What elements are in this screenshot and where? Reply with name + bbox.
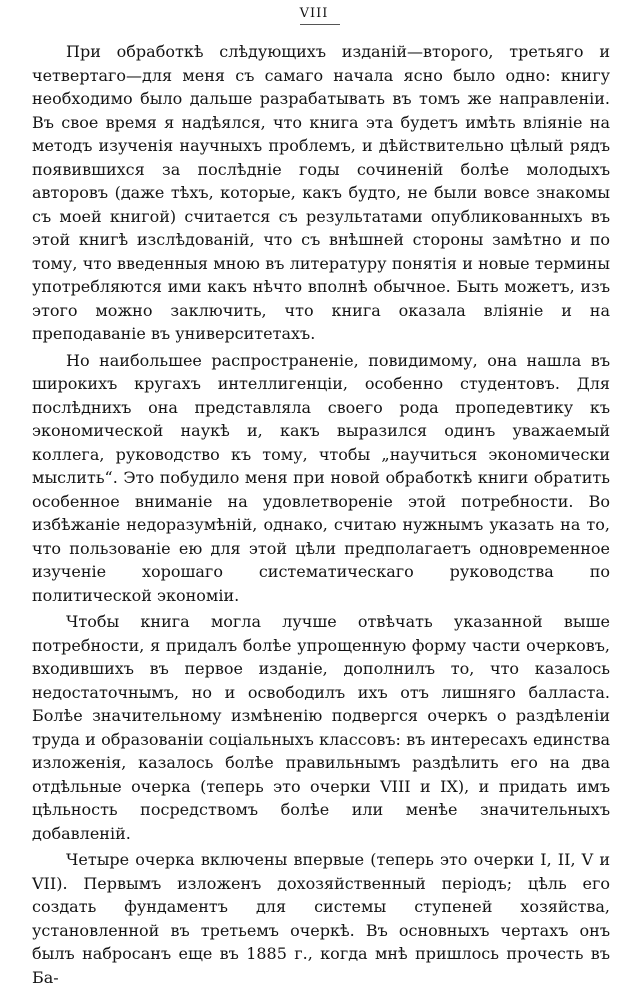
paragraph: При обработкѣ слѣдующихъ изданій—второго, третьяго и четвертаго—для меня съ самаго начала ясно было одно: книгу необходимо было дальше разрабатывать въ томъ же направленіи. Въ свое время я надѣялся, что книга эта будетъ имѣть вліяніе на методъ изученія научныхъ проблемъ, и дѣйствительно цѣлый рядъ появившихся за послѣдніе годы сочиненій болѣе молодыхъ авторовъ (даже тѣхъ, которые, какъ будто, не были вовсе знакомы съ моей книгой) считается съ результатами опубликованныхъ въ этой книгѣ изслѣдованій, что съ внѣшней стороны замѣтно и по тому, что введенныя мною въ литературу понятія и новые термины употребляются ими какъ нѣчто вполнѣ обычное. Быть можетъ, изъ этого можно заключить, что книга оказала вліяніе и на преподаваніе въ университетахъ. xyxy=(32,42,610,343)
body-text xyxy=(32,40,610,989)
page-number-rule xyxy=(300,24,340,25)
paragraph: Но наибольшее распространеніе, повидимому, она нашла въ широкихъ кругахъ интеллигенціи, особенно студентовъ. Для послѣднихъ она представляла своего рода пропедевтику къ экономической наукѣ и, какъ выразился одинъ уважаемый коллега, руководство къ тому, чтобы „научиться экономически мыслить“. Это побудило меня при новой обработкѣ книги обратить особенное вниманіе на удовлетвореніе этой потребности. Во избѣжаніе недоразумѣній, однако, считаю нужнымъ указать на то, что пользованіе ею для этой цѣли предполагаетъ одновременное изученіе хорошаго систематическаго руководства по политической экономіи. xyxy=(32,350,610,605)
paragraph: Четыре очерка включены впервые (теперь это очерки I, II, V и VII). Первымъ изложенъ дохозяйственный періодъ; цѣль его создать фундаментъ для системы ступеней хозяйства, установленной въ третьемъ очеркѣ. Въ основныхъ чертахъ онъ былъ набросанъ еще въ 1885 г., когда мнѣ пришлось прочесть въ Ба- xyxy=(32,850,610,987)
page-number: VIII xyxy=(299,6,329,21)
paragraph: Чтобы книга могла лучше отвѣчать указанной выше потребности, я придалъ болѣе упрощенную форму части очерковъ, входившихъ въ первое изданіе, дополнилъ то, что казалось недостаточнымъ, но и освободилъ ихъ отъ лишняго балласта. Болѣе значительному измѣненію подвергся очеркъ о раздѣленіи труда и образованіи соціальныхъ классовъ: въ интересахъ единства изложенія, казалось болѣе правильнымъ раздѣлить его на два отдѣльные очерка (теперь это очерки VIII и IX), и придать имъ цѣльность посредствомъ болѣе или менѣе значительныхъ добавленій. xyxy=(32,612,610,843)
